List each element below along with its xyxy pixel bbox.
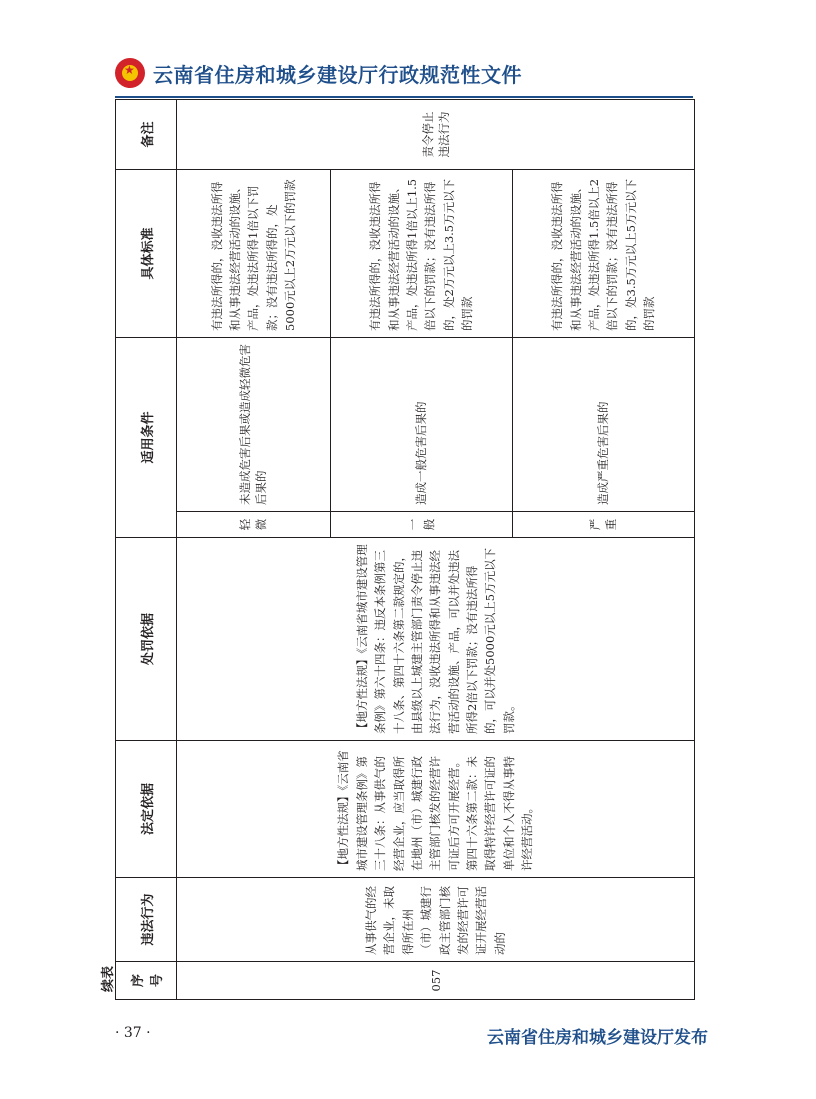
row-violation: 从事供气的经营企业，未取得所在州（市）城建行政主管部门核发的经营许可证开展经营活动的	[177, 878, 695, 962]
page-number: · 37 ·	[115, 1025, 151, 1041]
col-header-remark: 备注	[116, 99, 177, 169]
standard-serious: 有违法所得的，没收违法所得和从事违法经营活动的设施、产品，处违法所得1.5倍以上2倍以下的罚款；没有违法所得的，处3.5万元以上5万元以下的罚款	[512, 169, 694, 337]
continued-label: 续表	[101, 965, 116, 992]
level-minor: 轻微	[177, 512, 331, 538]
rotated-table-area	[101, 100, 695, 1000]
row-legal-basis: 【地方性法规】《云南省城市建设管理条例》第三十八条：从事供气的经营企业，应当取得所在地州（市）城建行政主管部门核发的经营许可证后方可开展经营。第四十六条第二款：未取得特许经营许可证的单位和个人不得从事特许经营活动。	[177, 741, 695, 878]
condition-general: 造成一般危害后果的	[330, 337, 512, 511]
penalty-table	[115, 99, 695, 1000]
header-title: 云南省住房和城乡建设厅行政规范性文件	[153, 62, 522, 87]
standard-general: 有违法所得的，没收违法所得和从事违法经营活动的设施、产品，处违法所得1倍以上1.5倍以下的罚款；没有违法所得的，处2万元以上3.5万元以下的罚款	[330, 169, 512, 337]
table-row	[177, 99, 331, 999]
condition-serious: 造成严重危害后果的	[512, 337, 694, 511]
col-header-condition: 适用条件	[116, 337, 177, 537]
header-rule	[115, 96, 693, 98]
condition-minor: 未造成危害后果或造成轻微危害后果的	[177, 337, 331, 511]
row-penalty-basis: 【地方性法规】《云南省城市建设管理条例》第六十四条：违反本条例第三十八条、第四十六条第二款规定的，由县级以上城建主管部门责令停止违法行为，没收违法所得和从事违法经营活动的设施、产品，可以并处违法所得2倍以下罚款；没有违法所得的，可以并处5000元以上5万元以下罚款。	[177, 538, 695, 741]
col-header-legal-basis: 法定依据	[116, 741, 177, 878]
standard-minor: 有违法所得的，没收违法所得和从事违法经营活动的设施、产品，处违法所得1倍以下罚款；没有违法所得的，处5000元以上2万元以下的罚款	[177, 169, 331, 337]
col-header-penalty-basis: 处罚依据	[116, 538, 177, 741]
row-number: 057	[177, 962, 695, 1000]
col-header-number: 序号	[116, 962, 177, 1000]
table-header-row	[116, 99, 177, 999]
publisher-footer: 云南省住房和城乡建设厅发布	[487, 1028, 708, 1048]
col-header-violation: 违法行为	[116, 878, 177, 962]
national-emblem-icon	[115, 58, 145, 88]
row-remark: 责令停止违法行为	[177, 99, 695, 169]
document-header	[115, 55, 522, 91]
col-header-standard: 具体标准	[116, 169, 177, 337]
level-general: 一般	[330, 512, 512, 538]
level-serious: 严重	[512, 512, 694, 538]
